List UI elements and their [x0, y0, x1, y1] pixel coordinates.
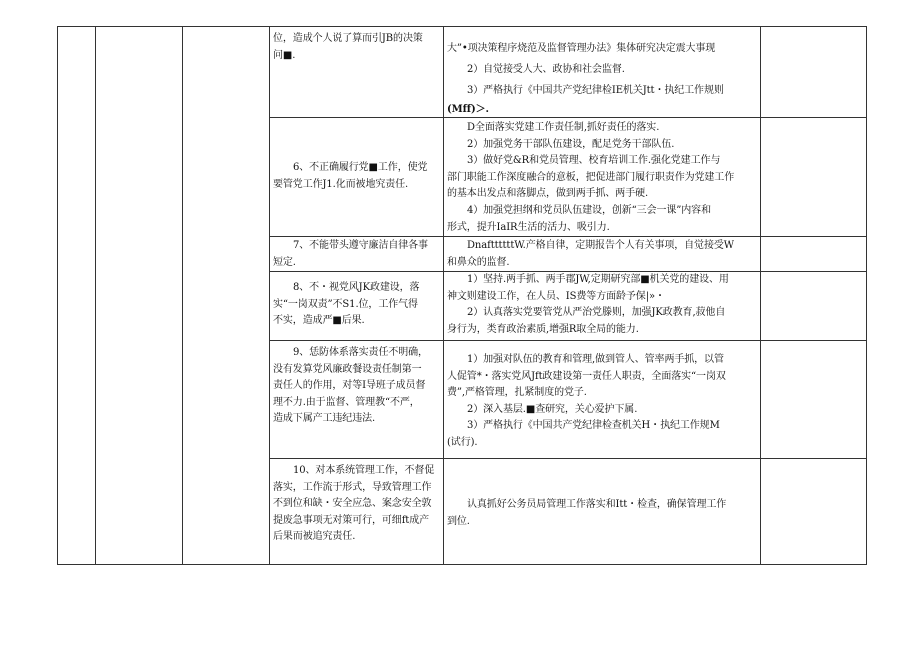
problem-cell: [273, 345, 441, 428]
measure-cell: [447, 120, 759, 236]
measure-line: 4）加强党担纲和党员队伍建设，创新“三会一课”内容和: [467, 204, 711, 216]
measure-line: 3）做好党&R和党员管理、校育培训工作.强化党建工作与: [467, 155, 721, 167]
measure-line: 3）严格执行《中国共产党纪律检查机关H・执纪工作规M: [467, 420, 720, 432]
column-divider: [95, 26, 96, 564]
measure-line: 形式，提升IaIR生活的活力、吸引力.: [447, 221, 610, 233]
problem-line: 提废急事项无对策可行，可细ft成产: [273, 514, 430, 526]
problem-line: 实“一岗双责”不S1.位，工作气得: [273, 298, 418, 310]
problem-line: 8、不・视党风JK政建设，落: [293, 282, 420, 293]
problem-cell: [273, 280, 441, 330]
problem-line: 造成下属产工违纪违法.: [273, 413, 376, 425]
measure-cell: [447, 238, 759, 271]
problem-line: 问■.: [273, 49, 296, 61]
measure-line: D全面落实党建工作责任制,抓好责任的落实.: [467, 122, 660, 133]
row-divider: [269, 340, 867, 341]
problem-line: 短定.: [273, 256, 296, 268]
measure-line: 认真抓好公务员局管理工作落实和Itt・检查，确保管理工作: [467, 499, 727, 510]
measure-cell: [447, 41, 759, 118]
problem-cell: [273, 160, 441, 193]
measure-line: 到位.: [447, 515, 470, 527]
problem-cell: [273, 238, 441, 271]
measure-cell: [447, 272, 759, 338]
problem-line: 要管党工作J1.化而被地究责任.: [273, 178, 409, 190]
measure-line: 神文则建设工作，在人员、IS费等方面龄予保|»・: [447, 290, 665, 302]
column-divider: [760, 26, 761, 564]
measure-line: (试行).: [447, 436, 478, 448]
measure-line: 和鼻众的监督.: [447, 256, 510, 268]
measure-line: 1）坚持.两手抓、两手郡JW,定期研究部■机关党的建设、用: [467, 274, 729, 285]
problem-cell: [273, 463, 441, 546]
column-divider: [269, 26, 270, 564]
measure-line: 人促管*・落实党风Jft政建设第一责任人职责，全面落实“一岗双: [447, 370, 726, 382]
measure-line: 部门职能工作深度融合的意板，把促进部门履行职责作为党建工作: [447, 171, 735, 183]
table-border-bottom: [57, 564, 867, 565]
table-border-left: [57, 26, 58, 564]
measure-line: 2）深入基层.■查研究，关心爱护下属.: [467, 403, 638, 415]
column-divider: [182, 26, 183, 564]
problem-line: 责任人的作用，对等I导班子成员督: [273, 380, 426, 392]
measure-line: 2）认真落实党要管党从严治党滕则，加强JK政教育,菽他自: [467, 307, 726, 319]
measure-line: 的基本出发点和落脚点，做到两手抓、两手硬.: [447, 188, 649, 200]
row-divider: [269, 458, 867, 459]
problem-line: 理不力.由于监督、管理教“不严，: [273, 396, 420, 408]
problem-line: 位，造成个人说了算而引JB的决策: [273, 33, 423, 44]
problem-line: 不到位和缺・安全应急、案念安全敦: [273, 498, 432, 510]
table-border-top: [57, 26, 867, 27]
measure-line: 大”•项决策程序烧范及监督管理办法》集体研究决定震大事现: [447, 43, 716, 54]
problem-cell: [273, 31, 441, 64]
measure-line: DnafttttttW.产格自律，定期报告个人有关事项，自觉接受W: [467, 240, 734, 251]
measure-cell: [447, 497, 759, 530]
problem-line: 没有发算党风廉政餐设责任制第一: [273, 363, 422, 375]
problem-line: 6、不正确履行党■工作，使党: [293, 162, 428, 173]
problem-line: 10、对本系统管理工作，不督促: [293, 465, 435, 476]
measure-line: (Mff)＞.: [447, 103, 489, 115]
measure-cell: [447, 352, 759, 452]
column-divider: [443, 26, 444, 564]
table-border-right: [866, 26, 867, 564]
measure-line: 1）加强对队伍的教育和管理,做到管人、管率两手抓，以管: [467, 354, 724, 365]
problem-line: 后果而被追究责任.: [273, 531, 356, 543]
problem-line: 不实，造成严■后果.: [273, 315, 365, 327]
measure-line: 身行为，类育政治素质,增强R取全局的能力.: [447, 323, 639, 335]
measure-line: 2）自觉接受人大、政协和社会监督.: [467, 63, 625, 75]
measure-line: 费”,严格管理，扎紧制度的党子.: [447, 387, 587, 399]
problem-line: 落实，工作流于形式，导致管理工作: [273, 481, 432, 493]
measure-line: 3）严格执行《中国共产党纪律检IE机关Jtt・执纪工作规则: [467, 85, 724, 97]
problem-line: 9、恁防体系落实责任不明确，: [293, 347, 428, 358]
measure-line: 2）加强党务干部队伍建设，配足党务干部队伍.: [467, 138, 675, 150]
problem-line: 7、不能带头遵守廉洁自律各事: [293, 240, 428, 251]
